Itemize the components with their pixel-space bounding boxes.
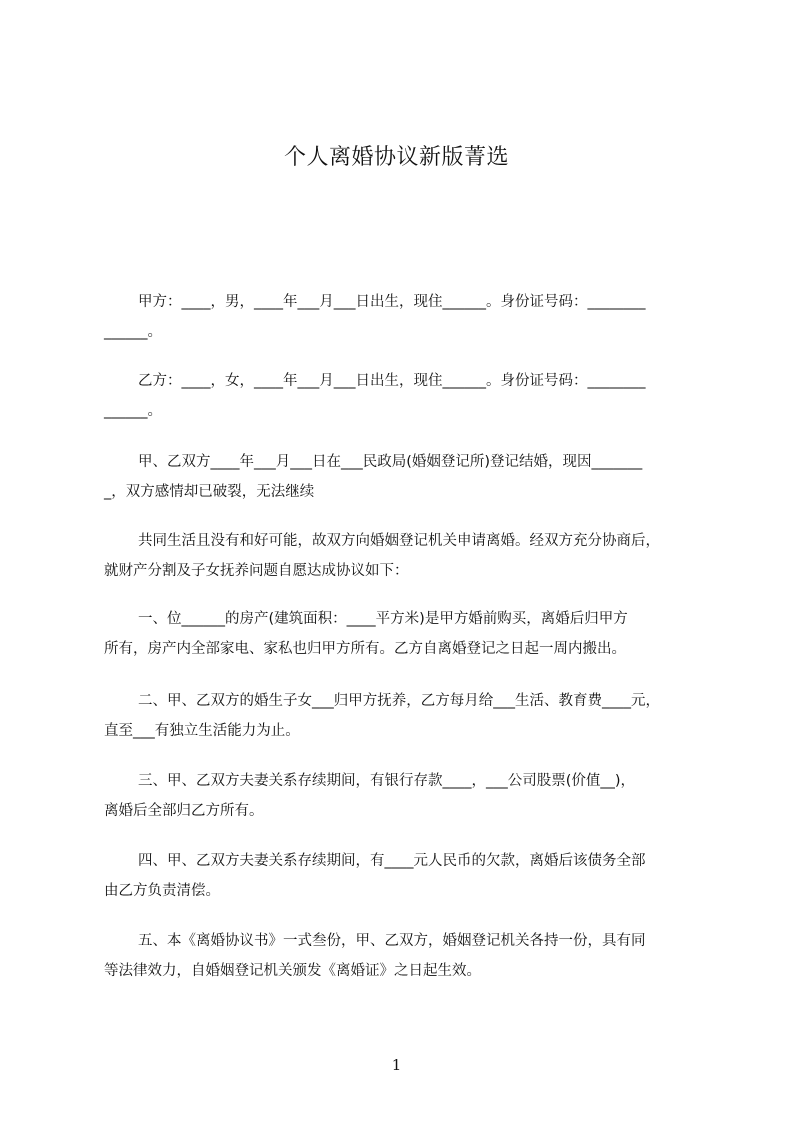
paragraph-marriage-info bbox=[104, 447, 702, 507]
paragraph-line: ______。 bbox=[104, 403, 162, 419]
paragraph-line: ______。 bbox=[104, 324, 162, 340]
paragraph-line: 四、甲、乙双方夫妻关系存续期间，有____元人民币的欠款，离婚后该债务全部 bbox=[138, 853, 646, 869]
paragraph-line: 离婚后全部归乙方所有。 bbox=[104, 803, 264, 819]
clause-5-effectiveness bbox=[104, 926, 702, 986]
paragraph-line: 由乙方负责清偿。 bbox=[104, 883, 220, 899]
paragraph-party-b bbox=[104, 366, 702, 426]
clause-4-debt bbox=[104, 846, 702, 906]
paragraph-line: 一、位______的房产(建筑面积：____平方米)是甲方婚前购买，离婚后归甲方 bbox=[138, 611, 628, 627]
paragraph-line: 直至___有独立生活能力为止。 bbox=[104, 723, 300, 739]
paragraph-line: 甲、乙双方____年___月___日在___民政局(婚姻登记所)登记结婚，现因_______ bbox=[138, 454, 643, 470]
clause-1-property bbox=[104, 604, 702, 664]
paragraph-party-a bbox=[104, 287, 702, 347]
clause-3-savings bbox=[104, 766, 702, 826]
paragraph-line: 乙方：____，女，____年___月___日出生，现住______。身份证号码：________ bbox=[138, 373, 646, 389]
paragraph-line: 二、甲、乙双方的婚生子女___归甲方抚养，乙方每月给___生活、教育费____元， bbox=[138, 693, 660, 709]
paragraph-line: 甲方：____，男，____年___月___日出生，现住______。身份证号码：________ bbox=[138, 294, 646, 310]
paragraph-line: 共同生活且没有和好可能，故双方向婚姻登记机关申请离婚。经双方充分协商后， bbox=[138, 533, 660, 549]
document-title: 个人离婚协议新版菁选 bbox=[283, 145, 509, 170]
paragraph-line: 就财产分割及子女抚养问题自愿达成协议如下： bbox=[104, 563, 409, 579]
paragraph-line: _，双方感情却已破裂，无法继续 bbox=[104, 484, 315, 500]
paragraph-agreement-intro bbox=[104, 526, 702, 586]
paragraph-line: 所有，房产内全部家电、家私也归甲方所有。乙方自离婚登记之日起一周内搬出。 bbox=[104, 641, 626, 657]
paragraph-line: 三、甲、乙双方夫妻关系存续期间，有银行存款____，___公司股票(价值__)， bbox=[138, 773, 636, 789]
clause-2-child-custody bbox=[104, 686, 702, 746]
paragraph-line: 等法律效力，自婚姻登记机关颁发《离婚证》之日起生效。 bbox=[104, 963, 481, 979]
page-number: 1 bbox=[391, 1056, 402, 1074]
paragraph-line: 五、本《离婚协议书》一式叁份，甲、乙双方，婚姻登记机关各持一份，具有同 bbox=[138, 933, 646, 949]
